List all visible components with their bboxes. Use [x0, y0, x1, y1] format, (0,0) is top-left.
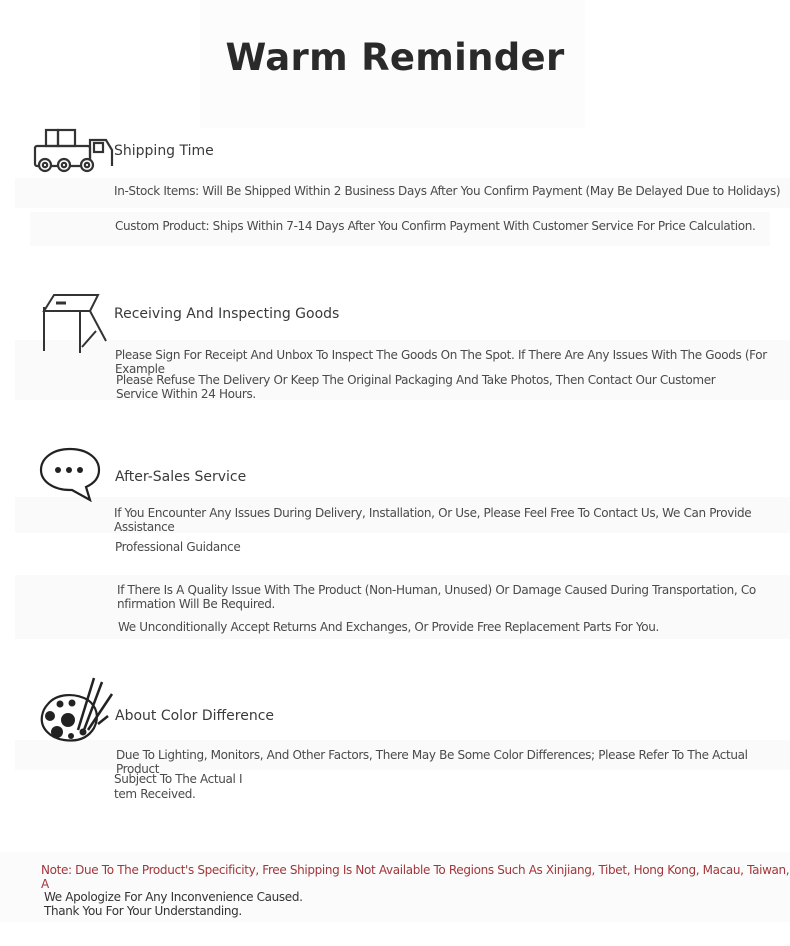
chat-bubble-icon: [38, 446, 102, 502]
palette-icon: [38, 670, 116, 746]
truck-icon: [32, 126, 116, 176]
footer-note: Note: Due To The Product's Specificity, Free Shipping Is Not Available To Regions Such As Xinjiang, Tibet, Hong Kong, Macau, Taiwan, A: [41, 863, 790, 891]
box-icon: [38, 291, 108, 357]
page-title: Warm Reminder: [225, 36, 565, 79]
color-line-1: Due To Lighting, Monitors, And Other Factors, There May Be Some Color Differences; Please Refer To The Actual Product: [116, 748, 748, 776]
color-line-2: Subject To The Actual I: [114, 772, 243, 786]
after-sales-line-5: We Unconditionally Accept Returns And Exchanges, Or Provide Free Replacement Parts For You.: [118, 620, 659, 634]
receiving-line-2: Please Refuse The Delivery Or Keep The Original Packaging And Take Photos, Then Contact Our Customer: [116, 373, 716, 387]
after-sales-line-2: Professional Guidance: [115, 540, 241, 554]
receiving-line-3: Service Within 24 Hours.: [116, 387, 256, 401]
section-heading-color: About Color Difference: [115, 708, 275, 724]
footer-thanks: Thank You For Your Understanding.: [44, 904, 242, 918]
section-heading-after-sales: After-Sales Service: [115, 469, 247, 485]
receiving-line-1: Please Sign For Receipt And Unbox To Inspect The Goods On The Spot. If There Are Any Issues With The Goods (For Example: [115, 348, 767, 376]
section-heading-receiving: Receiving And Inspecting Goods: [114, 306, 340, 322]
section-heading-shipping: Shipping Time: [114, 143, 214, 159]
after-sales-line-3: If There Is A Quality Issue With The Product (Non-Human, Unused) Or Damage Caused During Transportation, Co: [117, 583, 756, 597]
shipping-line-2: Custom Product: Ships Within 7-14 Days After You Confirm Payment With Customer Service For Price Calculation.: [115, 219, 756, 233]
footer-apology: We Apologize For Any Inconvenience Caused.: [44, 890, 303, 904]
after-sales-line-4: nfirmation Will Be Required.: [117, 597, 276, 611]
color-line-3: tem Received.: [114, 787, 196, 801]
shipping-line-1: In-Stock Items: Will Be Shipped Within 2 Business Days After You Confirm Payment (May Be Delayed Due to Holidays): [114, 184, 781, 198]
after-sales-line-1: If You Encounter Any Issues During Delivery, Installation, Or Use, Please Feel Free To Contact Us, We Can Provide Assistance: [114, 506, 752, 534]
